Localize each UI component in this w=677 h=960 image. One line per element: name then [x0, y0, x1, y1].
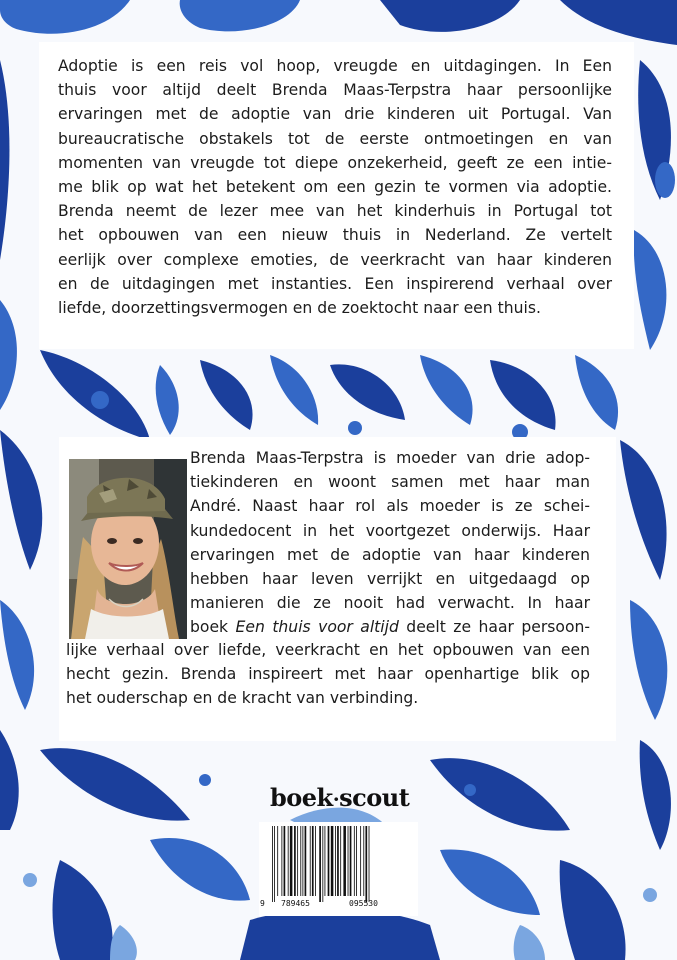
bio-line-with-title — [190, 615, 590, 639]
publisher-logo-dot: · — [332, 787, 340, 811]
barcode-bars-icon — [266, 826, 412, 902]
bio-line8-post: deelt ze haar persoon- — [398, 618, 590, 637]
bio-text-column — [190, 446, 590, 640]
bio-line: ervaringen met de adoptie van haar kinderen — [190, 545, 590, 564]
barcode-group-2: 095530 — [349, 899, 378, 908]
blurb-line: bureaucratische obstakels tot de eerste ontmoetingen en van — [58, 129, 612, 148]
book-title: Een thuis voor altijd — [235, 618, 399, 637]
blurb-line: thuis voor altijd deelt Brenda Maas-Terpstra haar persoonlijke — [58, 81, 612, 100]
barcode-lead-digit: 9 — [260, 899, 265, 908]
publisher-logo — [270, 782, 410, 814]
publisher-logo-part2: scout — [339, 783, 410, 812]
publisher-logo-part1: boek — [270, 783, 333, 812]
blurb-line: het opbouwen van een nieuw thuis in Nederland. Ze vertelt — [58, 226, 612, 245]
blurb-line: me blik op wat het betekent om een gezin te vormen via adoptie. — [58, 178, 612, 197]
bio-line: het ouderschap en de kracht van verbinding. — [66, 689, 419, 708]
bio-line: manieren die ze nooit had verwacht. In haar — [190, 594, 590, 613]
author-bio-panel — [59, 437, 616, 741]
blurb-line: eerlijk over complexe emoties, de veerkracht van haar kinderen — [58, 250, 612, 269]
barcode-group-1: 789465 — [281, 899, 310, 908]
bio-line8-pre: boek — [190, 618, 236, 637]
blurb-line: momenten van vreugde tot diepe onzekerheid, geeft ze een intie- — [58, 153, 612, 172]
author-photo — [69, 459, 187, 639]
bio-line: Brenda Maas-Terpstra is moeder van drie adop- — [190, 449, 590, 467]
bio-text-full-width — [66, 638, 590, 711]
blurb-line: Adoptie is een reis vol hoop, vreugde en uitdagingen. In Een — [58, 57, 612, 75]
bio-line: tiekinderen en woont samen met haar man — [190, 473, 590, 492]
bio-line: hebben haar leven verrijkt en uitgedaagd op — [190, 570, 590, 589]
bio-line: kundedocent in het voortgezet onderwijs. Haar — [190, 521, 590, 540]
blurb-text — [58, 54, 612, 320]
blurb-line: ervaringen met de adoptie van drie kinderen uit Portugal. Van — [58, 105, 612, 124]
bio-line: hecht gezin. Brenda inspireert met haar openhartige blik op — [66, 665, 590, 684]
bio-line: lijke verhaal over liefde, veerkracht en het opbouwen van een — [66, 641, 590, 659]
bio-line: André. Naast haar rol als moeder is ze schei- — [190, 497, 590, 516]
author-portrait-icon — [69, 459, 187, 639]
blurb-line: en de uitdagingen met instanties. Een inspirerend verhaal over — [58, 274, 612, 293]
blurb-panel — [39, 42, 634, 349]
blurb-line: liefde, doorzettingsvermogen en de zoektocht naar een thuis. — [58, 299, 541, 318]
blurb-line: Brenda neemt de lezer mee van het kinderhuis in Portugal tot — [58, 202, 612, 221]
isbn-barcode — [259, 822, 418, 916]
